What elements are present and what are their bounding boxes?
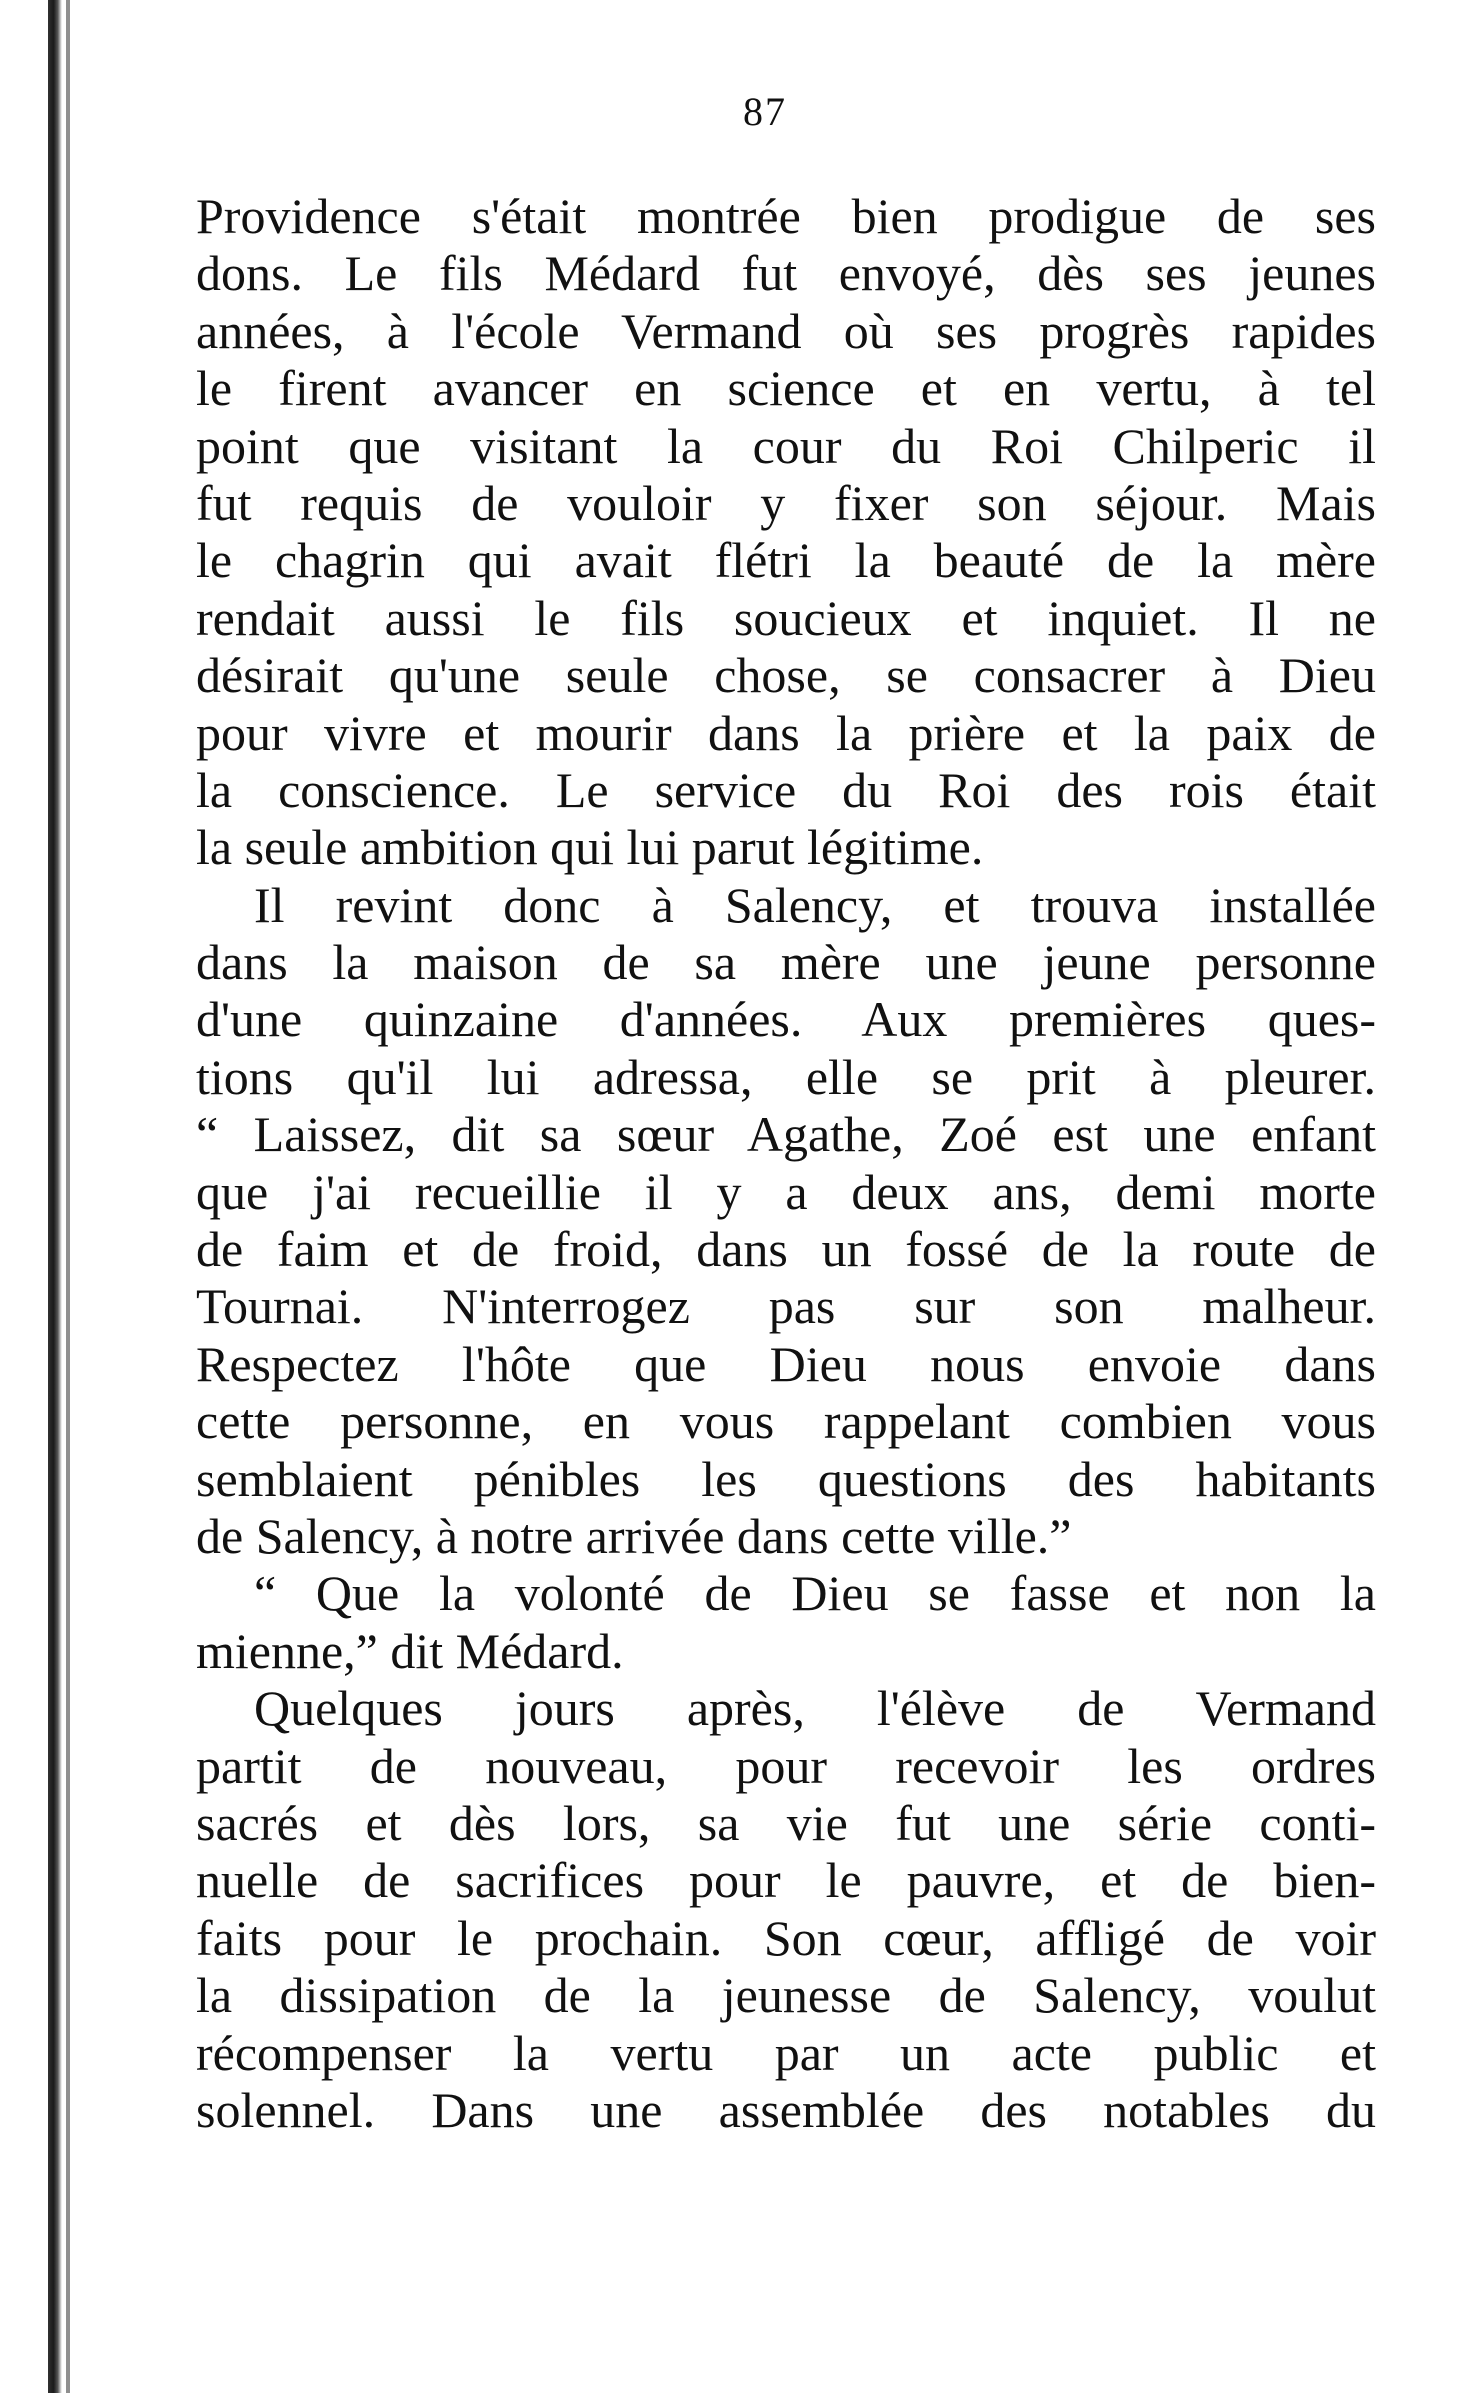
text-line: la conscience. Le service du Roi des rois était xyxy=(196,761,1376,818)
text-line: partit de nouveau, pour recevoir les ordres xyxy=(196,1737,1376,1794)
text-line: “ Laissez, dit sa sœur Agathe, Zoé est une enfant xyxy=(196,1106,1376,1163)
text-line: la dissipation de la jeunesse de Salency, voulut xyxy=(196,1967,1376,2024)
text-line: cette personne, en vous rappelant combien vous xyxy=(196,1393,1376,1450)
text-line: Respectez l'hôte que Dieu nous envoie dans xyxy=(196,1335,1376,1392)
text-line: faits pour le prochain. Son cœur, affligé de voir xyxy=(196,1909,1376,1966)
text-line: le chagrin qui avait flétri la beauté de la mère xyxy=(196,532,1376,589)
text-line: semblaient pénibles les questions des habitants xyxy=(196,1450,1376,1507)
text-line: d'une quinzaine d'années. Aux premières ques- xyxy=(196,991,1376,1048)
text-line: dans la maison de sa mère une jeune personne xyxy=(196,934,1376,991)
text-line: point que visitant la cour du Roi Chilperic il xyxy=(196,417,1376,474)
text-line: nuelle de sacrifices pour le pauvre, et de bien- xyxy=(196,1852,1376,1909)
text-line: de faim et de froid, dans un fossé de la route de xyxy=(196,1221,1376,1278)
text-line: rendait aussi le fils soucieux et inquiet. Il ne xyxy=(196,589,1376,646)
text-line: que j'ai recueillie il y a deux ans, demi morte xyxy=(196,1163,1376,1220)
text-line: de Salency, à notre arrivée dans cette ville.” xyxy=(196,1507,1072,1564)
text-line: années, à l'école Vermand où ses progrès rapides xyxy=(196,302,1376,359)
page-binding-shadow xyxy=(66,0,70,2393)
text-line: dons. Le fils Médard fut envoyé, dès ses jeunes xyxy=(196,245,1376,302)
text-line: la seule ambition qui lui parut légitime. xyxy=(196,819,984,876)
text-line: pour vivre et mourir dans la prière et la paix de xyxy=(196,704,1376,761)
text-line: solennel. Dans une assemblée des notables du xyxy=(196,2081,1376,2138)
page-number: 87 xyxy=(743,89,787,134)
text-line: désirait qu'une seule chose, se consacrer à Dieu xyxy=(196,647,1376,704)
text-line: Tournai. N'interrogez pas sur son malheur. xyxy=(196,1278,1376,1335)
text-line: “ Que la volonté de Dieu se fasse et non la xyxy=(254,1565,1376,1622)
text-line: Quelques jours après, l'élève de Vermand xyxy=(254,1680,1376,1737)
text-line: Providence s'était montrée bien prodigue de ses xyxy=(196,188,1376,244)
text-line: Il revint donc à Salency, et trouva installée xyxy=(254,876,1376,933)
page-binding-edge xyxy=(48,0,62,2393)
text-line: mienne,” dit Médard. xyxy=(196,1622,624,1679)
text-line: tions qu'il lui adressa, elle se prit à pleurer. xyxy=(196,1048,1376,1105)
text-line: récompenser la vertu par un acte public et xyxy=(196,2024,1376,2081)
text-line: le firent avancer en science et en vertu, à tel xyxy=(196,360,1376,417)
text-line: fut requis de vouloir y fixer son séjour. Mais xyxy=(196,474,1376,531)
text-line: sacrés et dès lors, sa vie fut une série conti- xyxy=(196,1794,1376,1851)
body-text xyxy=(196,188,1376,2139)
